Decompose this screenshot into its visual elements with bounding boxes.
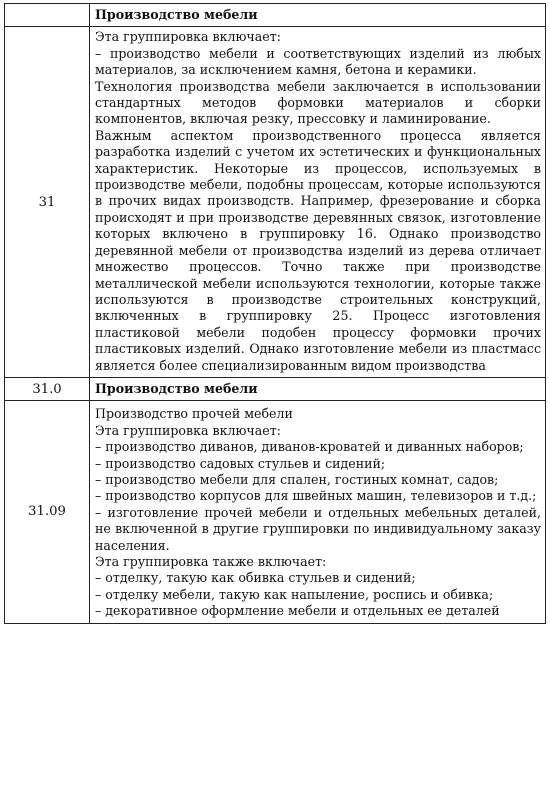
description-line: – производство садовых стульев и сидений; [95,455,386,471]
section-title: Производство мебели [90,4,546,27]
description-line: – отделку мебели, такую как напыление, роспись и обивка; [95,586,494,602]
row-description [90,401,546,623]
description-line: – производство мебели и соответствующих изделий из любых материалов, за исключением камня, бетона и керамики. [95,45,541,78]
description-paragraph: Технология производства мебели заключается в использовании стандартных методов формовки материалов и сборки компонентов, включая резку, прессовку и ламинирование. [95,78,541,127]
description-line: Эта группировка включает: [95,29,281,45]
description-line: – изготовление прочей мебели и отдельных мебельных деталей, не включенной в другие группировки по индивидуальному заказу населения. [95,504,541,553]
group-title: Производство мебели [90,377,546,400]
description-line: Эта группировка также включает: [95,554,327,569]
row-code: 31.09 [5,401,90,623]
row-description [90,27,546,378]
description-line: Производство прочей мебели [95,406,293,422]
description-line: – производство корпусов для швейных машин, телевизоров и т.д.; [95,488,537,504]
description-line: – отделку, такую как обивка стульев и сидений; [95,570,416,586]
row-code: 31 [5,27,90,378]
description-line: – производство диванов, диванов-кроватей и диванных наборов; [95,439,524,455]
description-line: Эта группировка включает: [95,422,281,438]
classification-table [4,3,546,624]
row-code: 31.0 [5,377,90,400]
table-row [5,401,546,623]
row-code [5,4,90,27]
table-row [5,4,546,27]
description-line: – производство мебели для спален, гостиных комнат, садов; [95,471,499,487]
table-row [5,377,546,400]
table-row [5,27,546,378]
description-paragraph: Важным аспектом производственного процесса является разработка изделий с учетом их эстетических и функциональных характеристик. Некоторые из процессов, используемых в производстве мебели, подобны процессам, которые используются в прочих видах производств. Например, фрезерование и сборка происходят и при производстве деревянных связок, изготовление которых включено в группировку 16. Однако производство деревянной мебели от производства изделий из дерева отличает множество процессов. Точно также при производстве металлической мебели используются технологии, которые также используются в производстве строительных конструкций, включенных в группировку 25. Процесс изготовления пластиковой мебели подобен процессу формовки прочих пластиковых изделий. Однако изготовление мебели из пластмасс является более специализированным видом производства [95,127,541,373]
description-line: – декоративное оформление мебели и отдельных ее деталей [95,603,500,619]
